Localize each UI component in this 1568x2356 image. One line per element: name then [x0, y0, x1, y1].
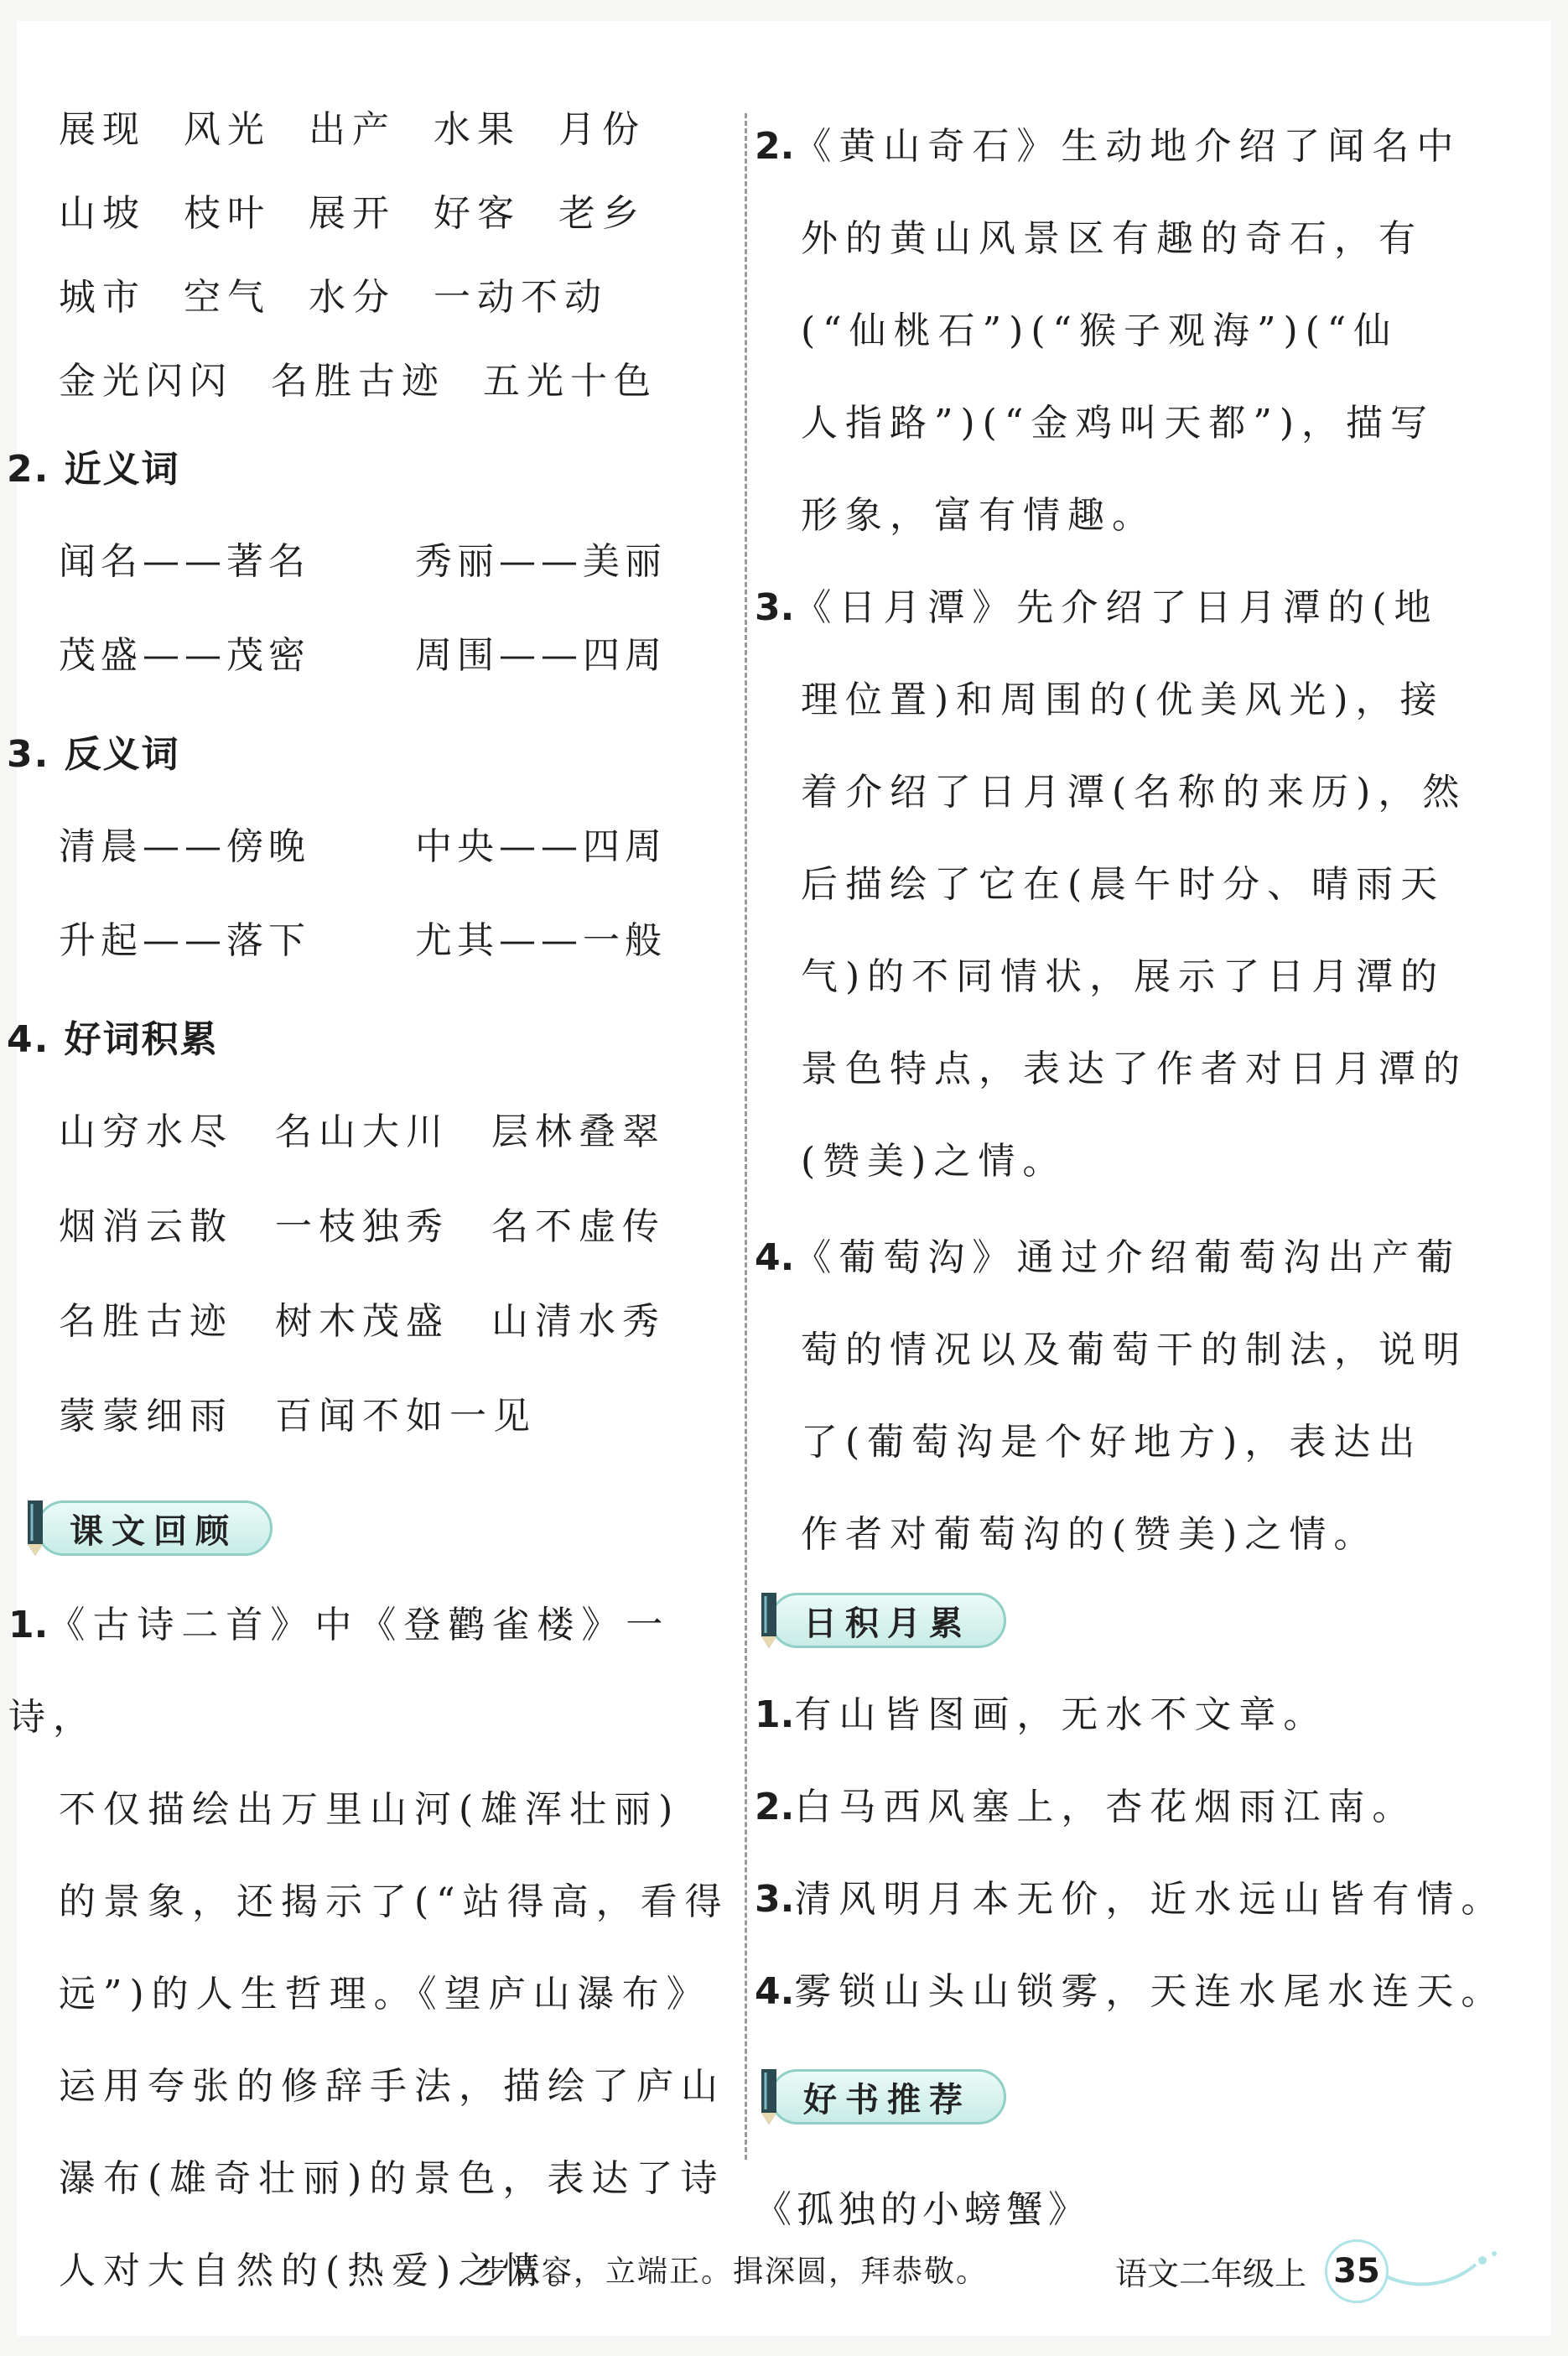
accumulate-banner [755, 1589, 1006, 1651]
good-word: 树木茂盛 [275, 1300, 449, 1343]
item-number: 4. [755, 1236, 795, 1279]
review-line: 人对大自然的(热爱)之情。 [59, 2249, 592, 2292]
word-pair: 升起——落下 [59, 919, 310, 962]
vocab-word: 山坡 [59, 192, 146, 235]
word-pair: 清晨——傍晚 [59, 825, 310, 868]
vocab-word: 五光十色 [483, 360, 657, 403]
item-number: 2. [755, 125, 795, 168]
good-words-row [59, 1202, 666, 1252]
item-number: 1. [8, 1604, 49, 1646]
review-text: 《黄山奇石》生动地介绍了闻名中 [794, 125, 1462, 168]
saying [755, 1854, 1509, 1946]
review-item [755, 1212, 1509, 1581]
vocab-word: 空气 [184, 276, 271, 319]
review-line: 后描绘了它在(晨午时分、晴雨天 [801, 863, 1446, 906]
review-line: 了(葡萄沟是个好地方)，表达出 [801, 1421, 1423, 1464]
swirl-decoration [1384, 2244, 1501, 2294]
review-line: 远”)的人生哲理。《望庐山瀑布》 [59, 1973, 711, 2015]
vocab-row [59, 105, 646, 155]
workbook-page [7, 21, 1551, 2336]
good-word: 名胜古迹 [59, 1300, 233, 1343]
vocab-word: 展开 [309, 192, 396, 235]
review-line: 萄的情况以及葡萄干的制法，说明 [801, 1329, 1467, 1371]
review-line: (赞美)之情。 [801, 1140, 1067, 1183]
review-banner-label: 课文回顾 [70, 1511, 237, 1551]
good-word: 名山大川 [275, 1110, 449, 1153]
footer-subject: 语文二年级上 [1115, 2255, 1307, 2292]
word-pair: 茂盛——茂密 [59, 634, 310, 677]
vocab-word: 名胜古迹 [271, 360, 445, 403]
review-line [755, 562, 1509, 654]
review-line: 运用夸张的修辞手法，描绘了庐山 [59, 2065, 725, 2108]
vocab-row [59, 273, 608, 323]
vocab-word: 金光闪闪 [59, 360, 233, 403]
books-banner [755, 2066, 1006, 2128]
antonyms-heading: 3. 反义词 [7, 733, 180, 776]
review-line: 不仅描绘出万里山河(雄浑壮丽) [59, 1788, 681, 1831]
vocab-row [59, 356, 657, 407]
item-number: 2. [755, 1786, 795, 1828]
item-number: 3. [755, 586, 795, 629]
vocab-word: 月份 [558, 108, 646, 151]
review-text: 《日月潭》先介绍了日月潭的(地 [794, 586, 1439, 629]
good-word: 百闻不如一见 [275, 1395, 537, 1438]
item-number: 3. [755, 1878, 795, 1921]
saying [755, 1946, 1509, 2038]
page-number: 35 [1325, 2239, 1389, 2303]
review-line: 形象，富有情趣。 [801, 494, 1156, 537]
review-line: 瀑布(雄奇壮丽)的景色，表达了诗 [59, 2157, 725, 2200]
review-item [8, 1579, 738, 2317]
review-line [755, 1212, 1509, 1304]
accumulate-banner-label: 日积月累 [803, 1603, 971, 1643]
review-text: 《葡萄沟》通过介绍葡萄沟出产葡 [794, 1236, 1462, 1279]
review-item [755, 101, 1509, 562]
footer-motto: 步从容，立端正。揖深圆，拜恭敬。 [478, 2255, 989, 2289]
review-line: 理位置)和周围的(优美风光)，接 [801, 679, 1445, 721]
good-word: 蒙蒙细雨 [59, 1395, 233, 1438]
good-words-row [59, 1297, 666, 1347]
vocab-row [59, 189, 646, 239]
saying [755, 1761, 1509, 1854]
saying-text: 白马西风塞上，杏花烟雨江南。 [794, 1786, 1417, 1828]
review-text: 《古诗二首》中《登鹳雀楼》一诗， [8, 1604, 671, 1739]
good-word: 山穷水尽 [59, 1110, 233, 1153]
vocab-word: 风光 [184, 108, 271, 151]
synonyms-heading: 2. 近义词 [7, 448, 180, 491]
saying-text: 清风明月本无价，近水远山皆有情。 [794, 1878, 1506, 1921]
good-words-heading: 4. 好词积累 [7, 1018, 219, 1061]
book-title: 《孤独的小螃蟹》 [755, 2188, 1090, 2231]
vocab-word: 水果 [434, 108, 521, 151]
books-banner-label: 好书推荐 [803, 2079, 971, 2119]
review-line [8, 1579, 729, 1764]
vocab-word: 好客 [434, 192, 521, 235]
pencil-icon [755, 2066, 788, 2128]
review-line: 人指路”)(“金鸡叫天都”)，描写 [801, 402, 1435, 445]
word-pair: 秀丽——美丽 [415, 540, 667, 583]
review-line: 的景象，还揭示了(“站得高，看得 [59, 1880, 729, 1923]
vocab-word: 水分 [309, 276, 396, 319]
good-word: 山清水秀 [491, 1300, 666, 1343]
good-words-row [59, 1391, 537, 1442]
vocab-word: 一动不动 [434, 276, 608, 319]
vocab-word: 展现 [59, 108, 146, 151]
vocab-word: 枝叶 [184, 192, 271, 235]
item-number: 1. [755, 1693, 795, 1736]
saying-text: 雾锁山头山锁雾，天连水尾水连天。 [794, 1970, 1506, 2013]
good-word: 一枝独秀 [275, 1205, 449, 1248]
word-pair: 尤其——一般 [415, 919, 667, 962]
column-divider [745, 113, 747, 2160]
vocab-word: 老乡 [558, 192, 646, 235]
word-pair: 周围——四周 [415, 634, 667, 677]
word-pair: 中央——四周 [415, 825, 667, 868]
good-word: 名不虚传 [491, 1205, 666, 1248]
review-line: 气)的不同情状，展示了日月潭的 [801, 955, 1446, 998]
pencil-icon [21, 1497, 55, 1559]
item-number: 4. [755, 1970, 795, 2013]
review-line: (“仙桃石”)(“猴子观海”)(“仙 [801, 309, 1399, 352]
review-line [755, 101, 1509, 193]
good-word: 烟消云散 [59, 1205, 233, 1248]
saying-text: 有山皆图画，无水不文章。 [794, 1693, 1328, 1736]
saying [755, 1669, 1509, 1761]
vocab-word: 城市 [59, 276, 146, 319]
vocab-word: 出产 [309, 108, 396, 151]
sayings-list [755, 1669, 1509, 2038]
good-word: 层林叠翠 [491, 1110, 666, 1153]
pencil-icon [755, 1589, 788, 1651]
review-line: 着介绍了日月潭(名称的来历)，然 [801, 771, 1467, 814]
review-item [755, 562, 1509, 1208]
review-banner [21, 1497, 273, 1559]
review-line: 作者对葡萄沟的(赞美)之情。 [801, 1513, 1378, 1556]
good-words-row [59, 1107, 666, 1157]
review-line: 外的黄山风景区有趣的奇石，有 [801, 217, 1423, 260]
word-pair: 闻名——著名 [59, 540, 310, 583]
review-line: 景色特点，表达了作者对日月潭的 [801, 1048, 1467, 1090]
